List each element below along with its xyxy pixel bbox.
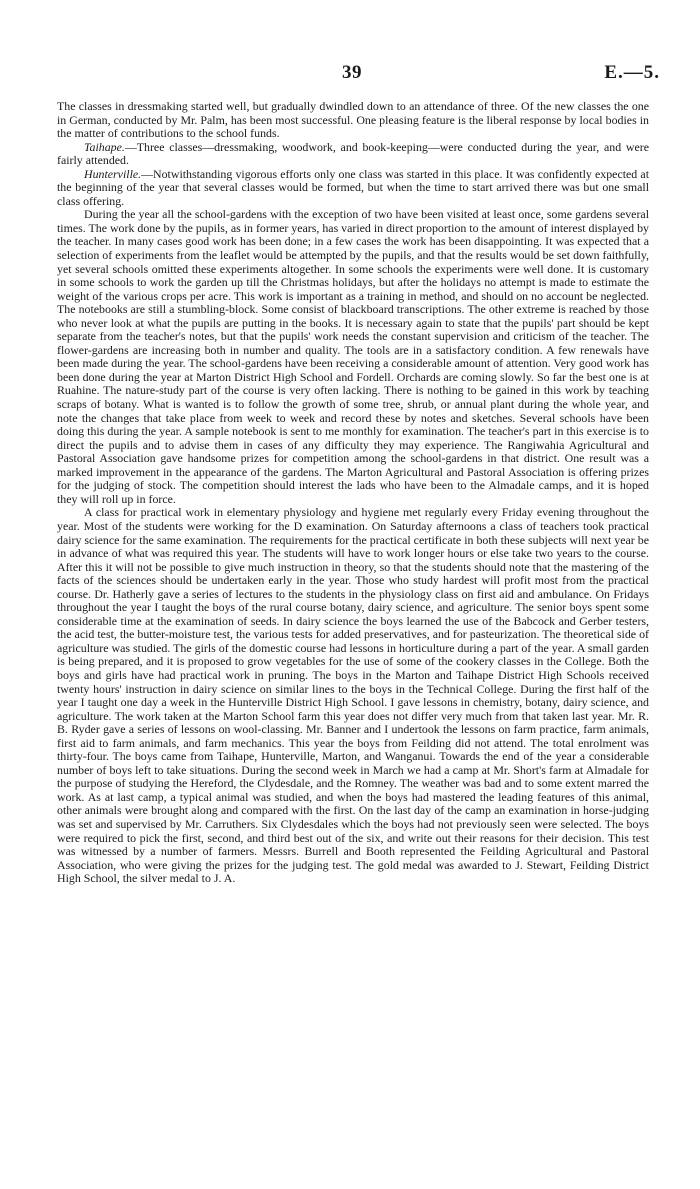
body-text [57,100,649,886]
page-number: 39 [342,62,362,83]
paragraph-text: A class for practical work in elementary physiology and hygiene met regularly every Friday evening throughout the year. Most of the students were working for the D examination. On Saturday afternoons a class of teachers took practical dairy science for the same examination. The requirements for the practical certificate in both these subjects will next year be in advance of what was required this year. The students will have to work longer hours or else take two years to the course. After this it will not be possible to give much instruction in theory, so that the students should note that the mastering of the facts of the sciences should be undertaken early in the year. Those who study hardest will profit most from the practical course. Dr. Hatherly gave a series of lectures to the students in the physiology class on first aid and ambulance. On Fridays throughout the year I taught the boys of the rural course botany, dairy science, and agriculture. The senior boys spent some considerable time at the examination of seeds. In dairy science the boys learned the use of the Babcock and Gerber testers, the acid test, the butter-moisture test, the various tests for added preservatives, and for pasteurization. The theoretical side of agriculture was studied. The girls of the domestic course had lessons in horticulture during a part of the year. A small garden is being prepared, and it is proposed to grow vegetables for the use of some of the cookery classes in the College. Both the boys and girls have had practical work in pruning. The boys in the Marton and Taihape District High Schools received twenty hours' instruction in dairy science on similar lines to the boys in the Technical College. During the first half of the year I taught one day a week in the Hunterville District High School. I gave lessons in chemistry, botany, dairy science, and agriculture. The work taken at the Marton School farm this year does not differ very much from that taken last year. Mr. R. B. Ryder gave a series of lessons on wool-classing. Mr. Banner and I undertook the lessons on farm practice, farm animals, first aid to farm animals, and farm mechanics. This year the boys from Feilding did not attend. The total enrolment was thirty-four. The boys came from Taihape, Hunterville, Marton, and Wanganui. Towards the end of the year a considerable number of boys left to take situations. During the second week in March we had a camp at Mr. Short's farm at Almadale for the purpose of studying the Hereford, the Clydesdale, and the Romney. The weather was bad and to some extent marred the work. As at last camp, a typical animal was studied, and when the boys had mastered the leading features of this animal, other animals were brought along and compared with the first. On the last day of the camp an examination in horse-judging was set and supervised by Mr. Carruthers. Six Clydesdales which the boys had not previously seen were selected. The boys were required to pick the first, second, and third best out of the six, and write out their reasons for their decision. This test was witnessed by a number of farmers. Messrs. Burrell and Booth represented the Feilding Agricultural and Pastoral Association, who were giving the prizes for the judging test. The gold medal was awarded to J. Stewart, Feilding District High School, the silver medal to J. A. [57,505,649,886]
paragraph-taihape [57,141,649,168]
paragraph-practical-work [57,506,649,885]
paragraph-text: —Three classes—dressmaking, woodwork, and book-keeping—were conducted during the year, and were fairly attended. [57,139,649,168]
report-code: E.—5. [604,62,660,83]
town-heading-hunterville: Hunterville. [84,166,142,181]
paragraph-dressmaking [57,100,649,141]
page-header [60,62,660,82]
paragraph-text: The classes in dressmaking started well, but gradually dwindled down to an attendance of three. Of the new classes the one in German, conducted by Mr. Palm, has been most successful. One pleasing feature is the liberal response by local bodies in the matter of contributions to the school funds. [57,99,649,141]
paragraph-text: During the year all the school-gardens with the exception of two have been visited at least once, some gardens several times. The work done by the pupils, as in former years, has varied in direct proportion to the amount of interest displayed by the teacher. In many cases good work has been done; in a few cases the work has been disappointing. It was expected that a selection of experiments from the leaflet would be attempted by the pupils, and that the results would be set down faithfully, yet several schools omitted these experiments altogether. In some schools the experiments were well done. It is customary in some schools to work the garden up till the Christmas holidays, but after the holidays no attempt is made to estimate the weight of the various crops per acre. This work is important as a training in method, and should on no account be neglected. The notebooks are still a stumbling-block. Some consist of blackboard transcriptions. The other extreme is reached by those who never look at what the pupils are putting in the books. It is necessary again to state that the pupils' part should be kept separate from the teacher's notes, but that the pupils' work needs the constant supervision and criticism of the teacher. The flower-gardens are increasing both in number and quality. The tools are in a satisfactory condition. A few renewals have been made during the year. The school-gardens have been receiving a considerable amount of attention. Very good work has been done during the year at Marton District High School and Fordell. Orchards are coming slowly. So far the best one is at Ruahine. The nature-study part of the course is very often lacking. There is nothing to be gained in this work by teaching scraps of botany. What is wanted is to follow the growth of some tree, shrub, or annual plant during the whole year, and note the changes that take place from week to week and record these by notes and sketches. Several schools have been doing this during the year. A sample notebook is sent to me monthly for examination. The teacher's part in this exercise is to direct the pupils and to advise them in cases of any difficulty they may experience. The Rangiwahia Agricultural and Pastoral Association gave handsome prizes for competition among the school-gardens in that district. One result was a marked improvement in the appearance of the gardens. The Marton Agricultural and Pastoral Association is offering prizes for the judging of stock. The competition should interest the lads who have been to the Almadale camps, and it is hoped they will roll up in force. [57,207,649,506]
town-heading-taihape: Taihape. [84,139,125,154]
paragraph-hunterville [57,168,649,209]
paragraph-text: —Notwithstanding vigorous efforts only one class was started in this place. It was confidently expected at the beginning of the year that several classes would be formed, but when the time to start arrived there was but one small class offering. [57,166,649,208]
paragraph-school-gardens [57,208,649,506]
